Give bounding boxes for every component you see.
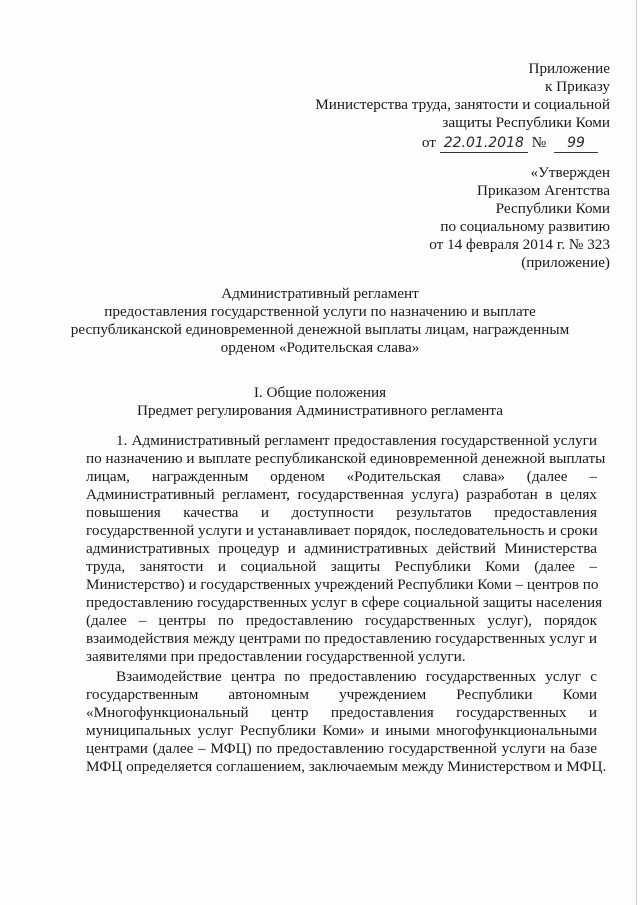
paragraph-1-line: взаимодействия между центрами по предоставлению государственных услуг и	[86, 630, 597, 647]
paragraph-2-line: МФЦ определяется соглашением, заключаемым между Министерством и МФЦ.	[86, 758, 607, 775]
approved-line-1: «Утвержден	[530, 164, 610, 181]
paragraph-1-line: (далее – центры по предоставлению государственных услуг), порядок	[86, 612, 597, 629]
document-title-line-3: республиканской единовременной денежной выплаты лицам, награжденным	[70, 321, 570, 338]
paragraph-1-line: по назначению и выплате республиканской единовременной денежной выплаты	[86, 450, 606, 467]
handwritten-date: 22.01.2018	[440, 134, 528, 153]
paragraph-2-line: Взаимодействие центра по предоставлению государственных услуг с	[116, 668, 597, 685]
approved-line-6: (приложение)	[521, 254, 610, 271]
annex-line-1: Приложение	[528, 60, 610, 77]
document-title-line-4: орденом «Родительская слава»	[220, 339, 420, 356]
scan-edge	[636, 0, 637, 905]
paragraph-1-line: 1. Административный регламент предоставления государственной услуги	[116, 432, 597, 449]
paragraph-1-line: государственной услуги и устанавливает порядок, последовательность и сроки	[86, 522, 598, 539]
paragraph-2-line: государственным автономным учреждением Республики Коми	[86, 686, 597, 703]
number-sign: №	[531, 134, 547, 151]
document-title-line-1: Административный регламент	[221, 285, 419, 302]
handwritten-number: 99	[554, 134, 598, 153]
paragraph-1-line: лицам, награжденным орденом «Родительская слава» (далее –	[86, 468, 597, 485]
annex-line-2: к Приказу	[544, 78, 610, 95]
approved-line-3: Республики Коми	[495, 200, 610, 217]
paragraph-1-line: заявителями при предоставлении государственной услуги.	[86, 648, 466, 665]
annex-line-4: защиты Республики Коми	[442, 114, 610, 131]
document-title-line-2: предоставления государственной услуги по назначению и выплате	[104, 303, 536, 320]
section-subheading: Предмет регулирования Административного регламента	[137, 402, 503, 419]
paragraph-2-line: «Многофункциональный центр предоставления государственных и	[86, 704, 597, 721]
paragraph-1-line: труда, занятости и социальной защиты Республики Коми (далее –	[86, 558, 597, 575]
annex-line-3: Министерства труда, занятости и социальной	[315, 96, 610, 113]
paragraph-1-line: Административный регламент, государственная услуга) разработан в целях	[86, 486, 597, 503]
paragraph-2-line: центрами (далее – МФЦ) по предоставлению государственной услуги на базе	[86, 740, 597, 757]
paragraph-1-line: предоставлению государственных услуг в сфере социальной защиты населения	[86, 594, 603, 611]
annex-date-line	[422, 134, 598, 153]
paragraph-1-line: административных процедур и административных действий Министерства	[86, 540, 597, 557]
approved-line-4: по социальному развитию	[440, 218, 610, 235]
paragraph-2-line: муниципальных услуг Республики Коми» и иными многофункциональными	[86, 722, 597, 739]
paragraph-1-line: Министерство) и государственных учреждений Республики Коми – центров по	[86, 576, 599, 593]
section-heading: I. Общие положения	[253, 384, 387, 401]
approved-line-5: от 14 февраля 2014 г. № 323	[429, 236, 610, 253]
date-prefix: от	[421, 134, 436, 151]
approved-line-2: Приказом Агентства	[477, 182, 610, 199]
paragraph-1-line: повышения качества и доступности результатов предоставления	[86, 504, 597, 521]
